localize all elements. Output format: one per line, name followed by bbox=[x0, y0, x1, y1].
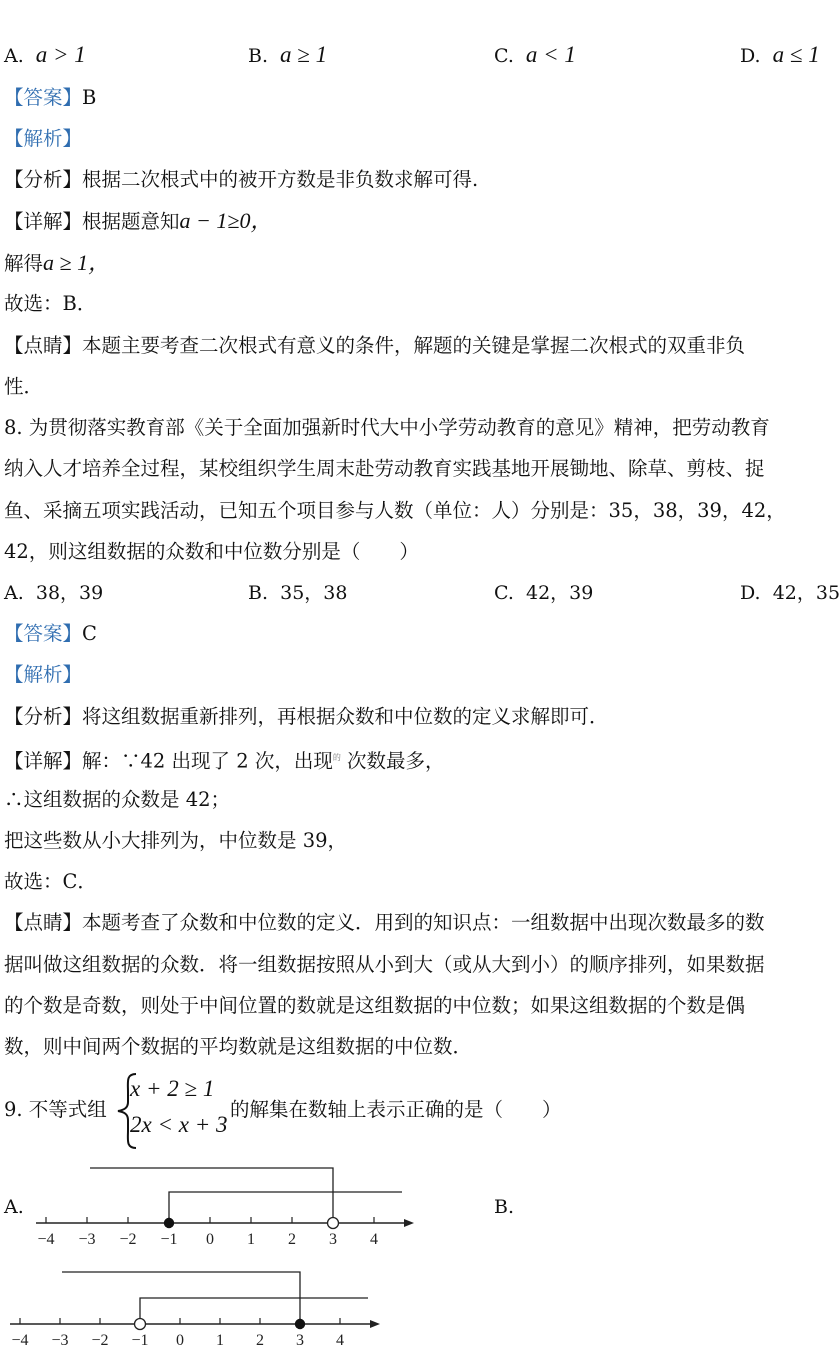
q7-dianjing-cont: 性． bbox=[4, 375, 44, 398]
q7-dianjing: 【点睛】本题主要考查二次根式有意义的条件，解题的关键是掌握二次根式的双重非负 bbox=[4, 334, 746, 357]
q8-choose: 故选：C． bbox=[4, 870, 97, 893]
q9-option-a-label[interactable]: A. bbox=[4, 1196, 24, 1218]
q8-option-d[interactable]: D. 42，35 bbox=[740, 582, 840, 604]
answer-tag: 【答案】 bbox=[4, 86, 83, 109]
q9-option-b-label[interactable]: B. bbox=[494, 1196, 515, 1218]
q9-stem-start: 9. 不等式组 bbox=[4, 1098, 107, 1121]
inequality-1: x + 2 ≥ 1 bbox=[130, 1076, 215, 1101]
tick-label: 3 bbox=[296, 1332, 304, 1349]
q7-option-d[interactable]: D. a ≤ 1 bbox=[740, 42, 820, 67]
tick-label: −4 bbox=[11, 1332, 29, 1349]
q8-option-b[interactable]: B. 35，38 bbox=[248, 582, 348, 604]
tick-label: 2 bbox=[256, 1332, 264, 1349]
q8-dianjing-4: 数，则中间两个数据的平均数就是这组数据的中位数． bbox=[4, 1035, 473, 1058]
tick-label: 1 bbox=[216, 1332, 224, 1349]
tick-label: 0 bbox=[206, 1231, 214, 1248]
inequality-2: 2x < x + 3 bbox=[130, 1112, 228, 1137]
solution-bracket-left bbox=[90, 1168, 333, 1223]
tick-label: 1 bbox=[247, 1231, 255, 1248]
solution-bracket-right bbox=[140, 1298, 368, 1324]
stray-mark: 的 bbox=[332, 753, 341, 762]
number-line-a[interactable] bbox=[30, 1162, 450, 1252]
q7-fenxi: 【分析】根据二次根式中的被开方数是非负数求解可得. bbox=[4, 168, 479, 191]
q8-option-a[interactable]: A. 38，39 bbox=[4, 582, 104, 604]
q8-xiangjie: 【详解】解：∵42 出现了 2 次，出现$^的$ 次数最多， bbox=[4, 749, 445, 773]
tick-label: 4 bbox=[336, 1332, 344, 1349]
tick-label: 3 bbox=[329, 1231, 337, 1248]
q8-stem-line-2: 纳入人才培养全过程，某校组织学生周末赴劳动教育实践基地开展锄地、除草、剪枝、捉 bbox=[4, 457, 765, 480]
q8-mode-line: ∴这组数据的众数是 42； bbox=[4, 788, 231, 811]
tick-label: 4 bbox=[370, 1231, 378, 1248]
q8-dianjing-2: 据叫做这组数据的众数．将一组数据按照从小到大（或从大到小）的顺序排列，如果数据 bbox=[4, 953, 765, 976]
q7-xiangjie: 【详解】根据题意知a − 1≥0， bbox=[4, 208, 273, 233]
q8-option-c[interactable]: C. 42，39 bbox=[494, 582, 594, 604]
q8-stem-line-4: 42，则这组数据的众数和中位数分别是（ ） bbox=[4, 540, 419, 563]
tick-label: −3 bbox=[51, 1332, 69, 1349]
open-point bbox=[328, 1218, 339, 1229]
tick-label: −1 bbox=[160, 1231, 178, 1248]
q7-option-a[interactable]: A. a > 1 bbox=[4, 42, 86, 67]
q8-dianjing: 【点睛】本题考查了众数和中位数的定义．用到的知识点：一组数据中出现次数最多的数 bbox=[4, 911, 765, 934]
q8-dianjing-3: 的个数是奇数，则处于中间位置的数就是这组数据的中位数；如果这组数据的个数是偶 bbox=[4, 994, 746, 1017]
q8-median-line: 把这些数从小大排列为，中位数是 39， bbox=[4, 829, 348, 852]
q8-fenxi: 【分析】将这组数据重新排列，再根据众数和中位数的定义求解即可． bbox=[4, 705, 609, 728]
axis-arrow-icon bbox=[370, 1320, 380, 1328]
tick-label: −4 bbox=[37, 1231, 55, 1248]
inequality-system bbox=[96, 1072, 236, 1150]
q8-answer: 【答案】C bbox=[4, 622, 97, 645]
tick-label: 2 bbox=[288, 1231, 296, 1248]
q8-analysis-heading: 【解析】 bbox=[4, 663, 83, 686]
q7-analysis-heading: 【解析】 bbox=[4, 127, 83, 150]
number-line-b[interactable] bbox=[8, 1262, 408, 1362]
closed-point bbox=[295, 1319, 305, 1329]
closed-point bbox=[164, 1218, 174, 1228]
tick-label: −2 bbox=[119, 1231, 137, 1248]
q7-answer: 【答案】B bbox=[4, 86, 97, 109]
q7-choose: 故选：B． bbox=[4, 292, 97, 315]
axis-arrow-icon bbox=[404, 1219, 414, 1227]
tick-label: 0 bbox=[176, 1332, 184, 1349]
tick-label: −2 bbox=[91, 1332, 109, 1349]
open-point bbox=[135, 1319, 146, 1330]
q7-solve-line: 解得a ≥ 1， bbox=[4, 250, 111, 275]
q7-option-c[interactable]: C. a < 1 bbox=[494, 42, 576, 67]
q8-stem-line-1: 8. 为贯彻落实教育部《关于全面加强新时代大中小学劳动教育的意见》精神，把劳动教育 bbox=[4, 416, 770, 439]
q8-stem-line-3: 鱼、采摘五项实践活动，已知五个项目参与人数（单位：人）分别是：35，38，39，42， bbox=[4, 499, 786, 522]
q9-stem-end: 的解集在数轴上表示正确的是（ ） bbox=[230, 1098, 562, 1121]
tick-label: −3 bbox=[78, 1231, 96, 1248]
tick-label: −1 bbox=[131, 1332, 149, 1349]
q7-option-b[interactable]: B. a ≥ 1 bbox=[248, 42, 328, 67]
solution-bracket-right bbox=[169, 1192, 402, 1223]
